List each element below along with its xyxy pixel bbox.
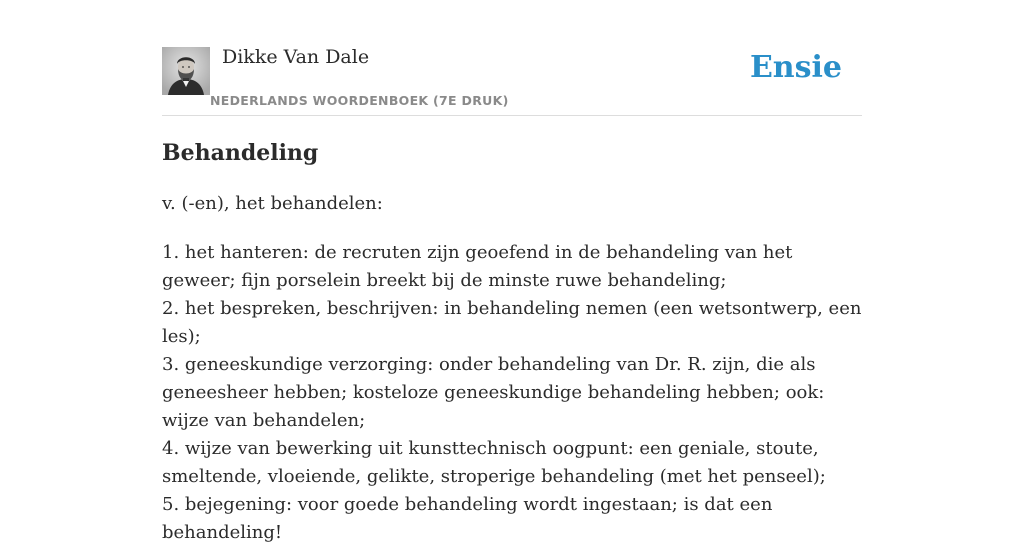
entry-title: Behandeling <box>162 140 319 166</box>
author-name[interactable]: Dikke Van Dale <box>222 46 370 68</box>
definition-item: 2. het bespreken, beschrijven: in behandeling nemen (een wetsontwerp, een les); <box>162 298 862 347</box>
definition-item: 4. wijze van bewerking uit kunsttechnisch oogpunt: een geniale, stoute, smeltende, vloeiende, gelikte, stroperige behandeling (met het penseel); <box>162 438 826 487</box>
entry-header <box>162 0 862 116</box>
definition-item: 5. bejegening: voor goede behandeling wordt ingestaan; is dat een behandeling! <box>162 494 773 543</box>
brand-logo[interactable]: Ensie <box>749 50 842 85</box>
grammar-note: v. (-en), het behandelen: <box>162 193 383 214</box>
definition-list <box>162 239 862 547</box>
definition-item: 3. geneeskundige verzorging: onder behandeling van Dr. R. zijn, die als geneesheer hebben; kosteloze geneeskundige behandeling hebben; ook: wijze van behandelen; <box>162 354 825 431</box>
definition-item: 1. het hanteren: de recruten zijn geoefend in de behandeling van het geweer; fijn porselein breekt bij de minste ruwe behandeling; <box>162 242 793 291</box>
author-avatar[interactable] <box>162 47 210 95</box>
portrait-image <box>162 47 210 95</box>
source-label[interactable]: NEDERLANDS WOORDENBOEK (7E DRUK) <box>210 93 509 108</box>
entry-card <box>162 0 862 543</box>
